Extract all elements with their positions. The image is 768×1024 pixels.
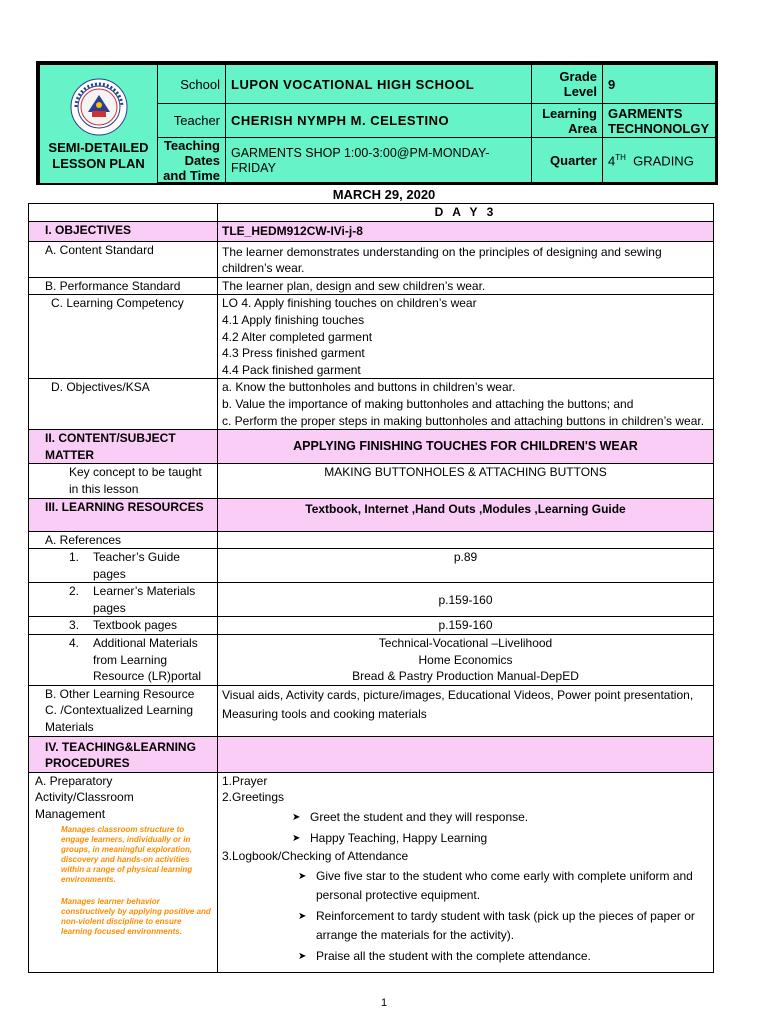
logo-cell (40, 65, 158, 184)
preparatory-activity-label (29, 772, 218, 972)
ksa-item: b. Value the importance of making buttonholes and attaching the buttons; and (222, 396, 634, 411)
learners-materials-value: p.159-160 (218, 583, 714, 617)
objectives-heading: I. OBJECTIVES (29, 221, 218, 241)
attendance-bullet-text: Reinforcement to tardy student with task (pick up the pieces of paper or arrange the materials for the activity). (316, 908, 695, 942)
additional-material-line: Home Economics (418, 652, 513, 667)
resources-summary: Textbook, Internet ,Hand Outs ,Modules ,Learning Guide (218, 498, 714, 531)
performance-standard-label: B. Performance Standard (29, 277, 218, 295)
dates-label: Teaching Dates and Time (158, 138, 226, 184)
additional-materials-label (29, 635, 218, 686)
ksa-item: a. Know the buttonholes and buttons in children’s wear. (222, 380, 516, 395)
preparatory-activity-steps (218, 772, 714, 972)
other-resources-c: C. /Contextualized Learning Materials (45, 703, 194, 735)
step-prayer: 1.Prayer (222, 773, 268, 788)
ksa-item: c. Perform the proper steps in making buttonholes and attaching buttons in children’s wear. (222, 413, 705, 428)
textbook-pages-value: p.159-160 (218, 617, 714, 635)
teacher-value: CHERISH NYMPH M. CELESTINO (226, 104, 532, 138)
item-label: Additional Materials from Learning Resource (LR)portal (93, 636, 202, 684)
quarter-suffix: TH (615, 152, 626, 162)
content-heading: II. CONTENT/SUBJECT MATTER (29, 430, 218, 464)
item-label: Teacher’s Guide pages (93, 550, 180, 581)
content-standard-value: The learner demonstrates understanding on the principles of designing and sewing children’s wear. (218, 241, 714, 277)
additional-material-line: Technical-Vocational –Livelihood (378, 636, 553, 651)
dates-value: GARMENTS SHOP 1:00-3:00@PM-MONDAY-FRIDAY (226, 138, 532, 184)
school-label: School (158, 65, 226, 104)
procedures-blank (218, 736, 714, 772)
lesson-plan-body (28, 203, 714, 973)
school-value: LUPON VOCATIONAL HIGH SCHOOL (226, 65, 532, 104)
classroom-structure-note: Manages classroom structure to engage learners, individually or in groups, in meaningful exploration, discovery and hands-on activities within a range of physical learning environments. (61, 824, 193, 884)
arrow-bullet-icon: ➤ (298, 910, 307, 922)
teachers-guide-label (29, 549, 218, 583)
lesson-plan-header (36, 61, 718, 185)
learner-behavior-note: Manages learner behavior constructively by applying positive and non-violent discipline to ensure learning focused environments. (61, 896, 211, 936)
item-label: Textbook pages (93, 618, 178, 633)
other-resources-value: Visual aids, Activity cards, picture/images, Educational Videos, Power point presentation, Measuring tools and cooking materials (218, 685, 714, 736)
deped-seal-icon (70, 78, 128, 136)
attendance-bullet (298, 907, 709, 945)
competency-item: 4.3 Press finished garment (222, 346, 365, 361)
lesson-plan-title: SEMI-DETAILED LESSON PLAN (48, 140, 149, 171)
content-title: APPLYING FINISHING TOUCHES FOR CHILDREN'S WEAR (218, 430, 714, 464)
item-number: 4. (69, 636, 80, 651)
attendance-bullet-text: Praise all the student with the complete attendance. (316, 948, 591, 963)
resources-heading: III. LEARNING RESOURCES (29, 498, 218, 531)
learners-materials-label (29, 583, 218, 617)
step-greetings: 2.Greetings (222, 790, 285, 805)
quarter-text: GRADING (633, 153, 694, 169)
greeting-bullet-text: Greet the student and they will response. (310, 810, 529, 824)
competency-item: 4.1 Apply finishing touches (222, 312, 365, 327)
key-concept-value: MAKING BUTTONHOLES & ATTACHING BUTTONS (218, 464, 714, 498)
page-number: 1 (380, 997, 388, 1009)
item-number: 1. (69, 550, 80, 565)
greeting-bullet (292, 808, 709, 827)
quarter-number: 4 (608, 153, 616, 169)
step-attendance: 3.Logbook/Checking of Attendance (222, 849, 409, 863)
quarter-value (603, 138, 716, 184)
arrow-bullet-icon: ➤ (298, 950, 307, 962)
day-label: D A Y 3 (218, 204, 714, 222)
item-number: 3. (69, 618, 80, 633)
references-blank (218, 531, 714, 549)
additional-materials-value (218, 635, 714, 686)
learning-competency-list (218, 295, 714, 379)
procedures-heading: IV. TEACHING&LEARNING PROCEDURES (29, 736, 218, 772)
grade-label: Grade Level (532, 65, 603, 104)
learning-competency-label: C. Learning Competency (29, 295, 218, 379)
preparatory-activity-text: A. Preparatory Activity/Classroom Management (35, 773, 134, 821)
learning-area-value: GARMENTS TECHNONOLGY (603, 104, 716, 138)
attendance-bullet-text: Give five star to the student who come early with complete uniform and personal protective equipment. (316, 868, 693, 902)
additional-material-line: Bread & Pastry Production Manual-DepED (352, 669, 579, 684)
other-resources-b: B. Other Learning Resource (45, 686, 195, 701)
references-label: A. References (29, 531, 218, 549)
attendance-bullet (298, 947, 709, 966)
lesson-date: MARCH 29, 2020 (332, 187, 436, 202)
other-resources-label (29, 685, 218, 736)
competency-item: 4.2 Alter completed garment (222, 329, 373, 344)
greeting-bullet (292, 829, 709, 848)
performance-standard-value: The learner plan, design and sew children’s wear. (218, 277, 714, 295)
attendance-bullet (298, 867, 709, 905)
arrow-bullet-icon: ➤ (292, 812, 301, 823)
day-blank-cell (29, 204, 218, 222)
greeting-bullet-text: Happy Teaching, Happy Learning (310, 831, 488, 845)
ksa-label: D. Objectives/KSA (29, 379, 218, 430)
item-number: 2. (69, 584, 80, 599)
textbook-pages-label (29, 617, 218, 635)
learning-area-label: Learning Area (532, 104, 603, 138)
content-standard-label: A. Content Standard (29, 241, 218, 277)
ksa-list (218, 379, 714, 430)
competency-code: TLE_HEDM912CW-IVi-j-8 (218, 221, 714, 241)
competency-item: 4.4 Pack finished garment (222, 362, 361, 377)
quarter-label: Quarter (532, 138, 603, 184)
arrow-bullet-icon: ➤ (298, 870, 307, 882)
teacher-label: Teacher (158, 104, 226, 138)
item-label: Learner’s Materials pages (93, 584, 196, 615)
grade-value: 9 (603, 65, 716, 104)
teachers-guide-value: p.89 (218, 549, 714, 583)
competency-item: LO 4. Apply finishing touches on children’s wear (222, 296, 477, 311)
arrow-bullet-icon: ➤ (292, 833, 301, 844)
key-concept-label: Key concept to be taught in this lesson (29, 464, 218, 498)
